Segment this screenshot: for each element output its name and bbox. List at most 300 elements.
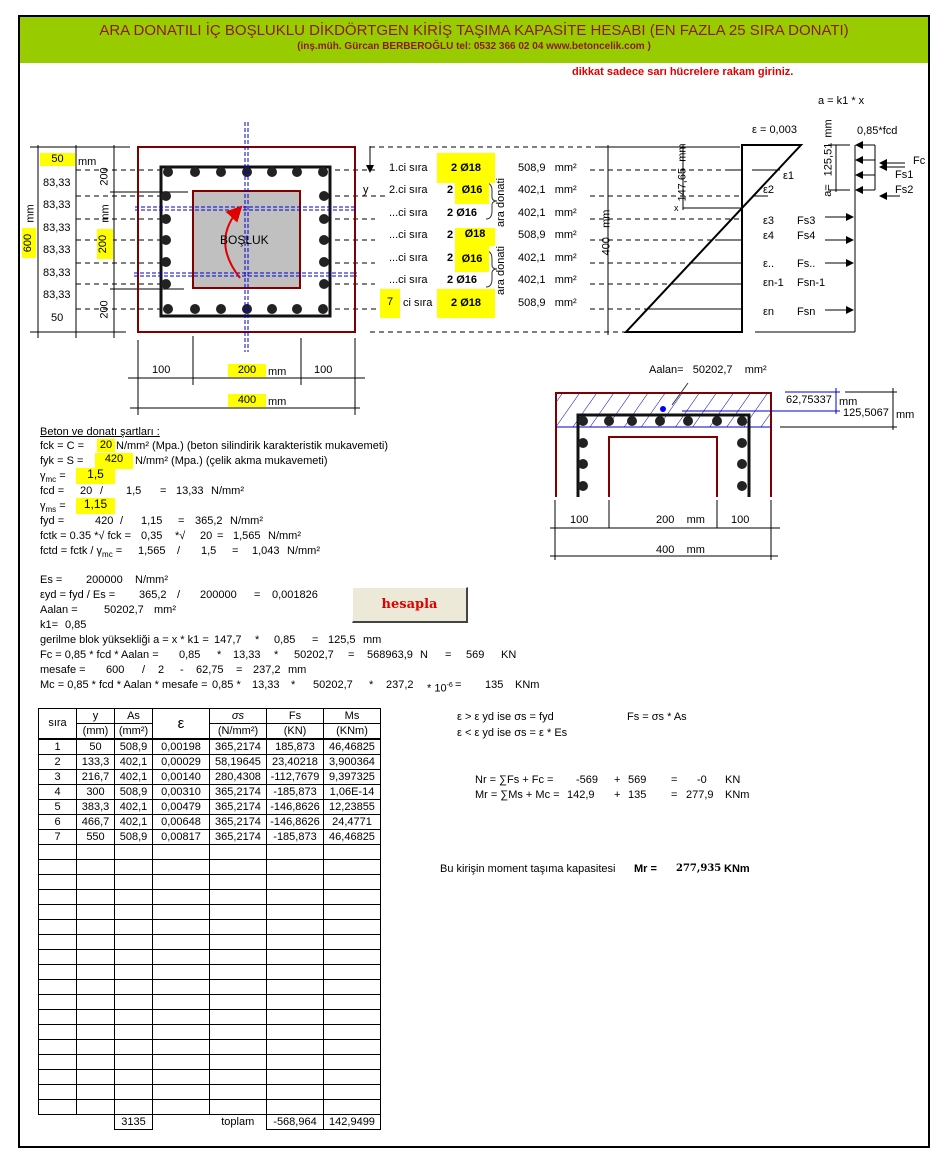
fctk-value: 1,565 [233, 530, 261, 542]
zone-top-height: 200 [98, 167, 111, 186]
table-cell [77, 920, 115, 935]
table-row [39, 860, 381, 875]
row-2-label: 2.ci sıra [389, 184, 428, 196]
fyk-unit: N/mm² (Mpa.) (çelik akma mukavemeti) [135, 455, 328, 467]
fctk-label: fctk = 0.35 *√ fck = [40, 530, 132, 542]
fcd-label: fcd = [40, 485, 65, 497]
fyk-input[interactable]: 420 [95, 453, 133, 469]
table-cell [39, 1025, 77, 1040]
table-row [39, 1025, 381, 1040]
fc-eq2: = [445, 649, 452, 661]
table-cell: 46,46825 [324, 739, 381, 755]
table-cell [153, 875, 210, 890]
es-unit: N/mm² [135, 574, 168, 586]
table-cell [115, 935, 153, 950]
eps-n: εn [763, 306, 775, 318]
table-cell [267, 1100, 324, 1115]
row-3-dia: Ø16 [456, 207, 477, 219]
table-cell [115, 995, 153, 1010]
table-cell: 508,9 [115, 830, 153, 845]
mr-unit: KNm [725, 789, 750, 801]
table-cell [153, 890, 210, 905]
y-label: y [363, 184, 369, 196]
total-as: 3135 [115, 1115, 153, 1130]
fc-value-n: 568963,9 [367, 649, 413, 661]
table-cell: -185,873 [267, 830, 324, 845]
gamma-ms-input[interactable]: 1,15 [76, 498, 115, 514]
table-cell [77, 1070, 115, 1085]
cover-bottom: 50 [51, 312, 64, 324]
table-cell [77, 905, 115, 920]
table-cell [210, 1010, 267, 1025]
table-cell [324, 890, 381, 905]
table-cell: 508,9 [115, 785, 153, 800]
nr-fc: 569 [628, 774, 647, 786]
top-strain: ε = 0,003 [752, 124, 797, 136]
eps-3: ε3 [763, 215, 775, 227]
conditions-title: Beton ve donatı şartları : [40, 426, 160, 438]
table-row [39, 785, 381, 800]
total-fs: -568,964 [267, 1115, 324, 1130]
mc-value: 135 [485, 679, 504, 691]
table-cell [77, 935, 115, 950]
neutral-axis-depth: 147,65 mm [676, 143, 689, 202]
table-cell [267, 1070, 324, 1085]
row-3-area: 402,1 mm² [518, 207, 577, 219]
row-4-label: ...ci sıra [389, 229, 428, 241]
total-width-unit: mm [268, 396, 287, 408]
table-cell [210, 995, 267, 1010]
block-width-2: 200 mm [656, 514, 705, 526]
table-cell [153, 1010, 210, 1025]
table-cell [153, 905, 210, 920]
mc-eq: = [455, 679, 462, 691]
table-cell: 365,2174 [210, 830, 267, 845]
table-cell [324, 1070, 381, 1085]
table-cell [153, 1055, 210, 1070]
spacing-6: 83,33 [43, 289, 71, 301]
hole-width-unit: mm [268, 366, 287, 378]
fs1-label: Fs1 [895, 169, 914, 181]
row-5-area: 402,1 mm² [518, 252, 577, 264]
table-cell [115, 860, 153, 875]
table-cell: 402,1 [115, 755, 153, 770]
hole-height-unit: mm [99, 204, 112, 223]
total-height-input[interactable]: 600 [22, 228, 36, 258]
fctk-fck: 20 [200, 530, 213, 542]
header-sigma: σs [210, 709, 267, 724]
table-cell [153, 1085, 210, 1100]
es-label: Es = [40, 574, 63, 586]
side-width-left: 100 [152, 364, 171, 376]
fcd-gamma: 1,5 [126, 485, 142, 497]
table-cell [39, 1070, 77, 1085]
table-cell: 185,873 [267, 739, 324, 755]
table-cell [267, 905, 324, 920]
table-cell [210, 1070, 267, 1085]
table-cell [210, 860, 267, 875]
mr-ms: 142,9 [567, 789, 595, 801]
table-cell [153, 1100, 210, 1115]
mesafe-op2: - [180, 664, 184, 676]
table-cell [267, 1085, 324, 1100]
gamma-ms-label: $\gamma_{ms}$ = [40, 500, 66, 515]
fyd-gamma: 1,15 [141, 515, 163, 527]
eps-2: ε2 [763, 184, 775, 196]
table-cell: 0,00029 [153, 755, 210, 770]
spacing-5: 83,33 [43, 267, 71, 279]
spacing-2: 83,33 [43, 199, 71, 211]
table-cell [39, 1055, 77, 1070]
fc-fcd: 13,33 [233, 649, 261, 661]
fsn-1-label: Fsn-1 [797, 277, 826, 289]
fctd-unit: N/mm² [287, 545, 320, 557]
table-cell: 300 [77, 785, 115, 800]
zone-bottom-height: 200 [98, 300, 111, 319]
fck-unit: N/mm² (Mpa.) (beton silindirik karakteristik mukavemeti) [116, 440, 388, 452]
table-row [39, 890, 381, 905]
mc-op2: * [369, 679, 374, 691]
fc-value-kn: 569 [466, 649, 485, 661]
table-cell [210, 905, 267, 920]
table-cell [153, 1025, 210, 1040]
table-cell [153, 995, 210, 1010]
table-total-row [39, 1115, 381, 1130]
table-cell: 0,00310 [153, 785, 210, 800]
table-cell [210, 890, 267, 905]
table-cell [39, 965, 77, 980]
table-cell [267, 920, 324, 935]
fs4-label: Fs4 [797, 230, 816, 242]
row-4-dia-input[interactable]: Ø18 [455, 228, 495, 246]
mc-fcd: 13,33 [252, 679, 280, 691]
mr-op: + [614, 789, 621, 801]
table-row [39, 935, 381, 950]
total-width-input[interactable]: 400 [228, 394, 266, 407]
table-cell [210, 1085, 267, 1100]
mc-unit: KNm [515, 679, 540, 691]
table-cell: 6 [39, 815, 77, 830]
fc-calc-label: Fc = 0,85 * fcd * Aalan = [40, 649, 159, 661]
fc-label: Fc [913, 155, 926, 167]
fc-eq1: = [348, 649, 355, 661]
table-row [39, 815, 381, 830]
table-cell: 46,46825 [324, 830, 381, 845]
fctd-op: / [177, 545, 181, 557]
cover-top-input[interactable]: 50 [40, 153, 75, 166]
aalan-calc-unit: mm² [154, 604, 176, 616]
fck-input[interactable]: 20 [97, 439, 115, 452]
a-value: 125,51 [822, 142, 835, 177]
table-row [39, 1085, 381, 1100]
row-1-dia: Ø18 [460, 162, 481, 174]
a-formula: a = k1 * x [818, 95, 865, 107]
fcd-eq: = [160, 485, 167, 497]
table-row [39, 1040, 381, 1055]
table-cell: 0,00140 [153, 770, 210, 785]
row-3-count: 2 [447, 207, 454, 219]
table-cell [77, 1010, 115, 1025]
table-cell [153, 950, 210, 965]
a-label: a= [821, 184, 834, 197]
table-cell [267, 1025, 324, 1040]
fyk-label: fyk = S = [40, 455, 84, 467]
table-row [39, 770, 381, 785]
eyd-es: 200000 [200, 589, 237, 601]
table-cell [324, 1085, 381, 1100]
table-cell [115, 905, 153, 920]
mesafe-two: 2 [158, 664, 165, 676]
nr-op: + [614, 774, 621, 786]
table-cell: 3,900364 [324, 755, 381, 770]
hole-width-input[interactable]: 200 [228, 364, 266, 377]
k1-label: k1= [40, 619, 59, 631]
gamma-mc-input[interactable]: 1,5 [76, 468, 115, 484]
fc-aalan: 50202,7 [294, 649, 334, 661]
mr-mc: 135 [628, 789, 647, 801]
table-cell [324, 995, 381, 1010]
eyd-op: / [177, 589, 181, 601]
header-fs: Fs [267, 709, 324, 724]
hesapla-button[interactable]: hesapla [352, 587, 468, 623]
table-cell: 216,7 [77, 770, 115, 785]
table-cell [153, 1040, 210, 1055]
eyd-label: εyd = fyd / Es = [40, 589, 116, 601]
fck-label: fck = C = [40, 440, 85, 452]
block-depth-unit: mm [896, 409, 915, 421]
stress-label: 0,85*fcd [857, 125, 898, 137]
table-cell [77, 965, 115, 980]
mesafe-eq: = [236, 664, 243, 676]
table-cell: 365,2174 [210, 739, 267, 755]
fc-op2: * [274, 649, 279, 661]
nr-unit: KN [725, 774, 741, 786]
table-cell: 9,397325 [324, 770, 381, 785]
unit-fs: (KN) [267, 724, 324, 740]
table-cell [324, 1010, 381, 1025]
header-as: As [115, 709, 153, 724]
table-row [39, 920, 381, 935]
table-cell: 7 [39, 830, 77, 845]
table-cell [39, 950, 77, 965]
table-cell [39, 1100, 77, 1115]
table-cell: 58,19645 [210, 755, 267, 770]
hole-height-input[interactable]: 200 [97, 229, 113, 259]
row-7-count: 2 [451, 297, 458, 309]
row-6-area: 402,1 mm² [518, 274, 577, 286]
eps-1: ε1 [783, 170, 795, 182]
table-row [39, 830, 381, 845]
table-cell [115, 875, 153, 890]
table-cell: 4 [39, 785, 77, 800]
hole-label: BOŞLUK [220, 233, 269, 247]
row-1-rebar-input[interactable] [437, 153, 495, 183]
mc-label: Mc = 0,85 * fcd * Aalan * mesafe = [40, 679, 208, 691]
mc-mesafe: 237,2 [386, 679, 414, 691]
fyd-fyk: 420 [95, 515, 114, 527]
notice-text: dikkat sadece sarı hücrelere rakam giriniz. [572, 66, 794, 78]
half-block-depth: 62,75337 [786, 394, 832, 406]
eps-dots: ε.. [763, 258, 775, 270]
a-calc-eq: = [312, 634, 319, 646]
table-cell: 133,3 [77, 755, 115, 770]
table-cell [210, 1040, 267, 1055]
block-width-3: 100 [731, 514, 750, 526]
row-1-count: 2 [451, 162, 458, 174]
table-cell [115, 965, 153, 980]
table-cell: 24,4771 [324, 815, 381, 830]
mesafe-unit: mm [288, 664, 307, 676]
table-cell [210, 965, 267, 980]
spacing-1: 83,33 [43, 177, 71, 189]
header-sira: sıra [39, 709, 77, 740]
table-row [39, 965, 381, 980]
fs3-label: Fs3 [797, 215, 816, 227]
table-cell [210, 935, 267, 950]
table-cell [77, 995, 115, 1010]
table-cell [115, 1010, 153, 1025]
row-6-rebar [447, 274, 477, 287]
fctd-gamma: 1,5 [201, 545, 217, 557]
table-cell [153, 845, 210, 860]
table-cell: 1,06E-14 [324, 785, 381, 800]
table-cell: 365,2174 [210, 815, 267, 830]
unit-y: (mm) [77, 724, 115, 740]
table-cell [77, 1055, 115, 1070]
es-value: 200000 [86, 574, 123, 586]
table-cell [267, 980, 324, 995]
unit-sigma: (N/mm²) [210, 724, 267, 740]
eyd-value: 0,001826 [272, 589, 318, 601]
table-row [39, 1055, 381, 1070]
table-cell [115, 1100, 153, 1115]
table-cell [324, 845, 381, 860]
table-row [39, 1070, 381, 1085]
table-cell [267, 845, 324, 860]
fs2-label: Fs2 [895, 184, 914, 196]
table-cell [39, 1010, 77, 1025]
table-cell [153, 860, 210, 875]
ara-donati-label-1: ara donati [494, 178, 507, 227]
author-info: (inş.müh. Gürcan BERBEROĞLU tel: 0532 366 02 04 www.betoncelik.com ) [297, 41, 651, 52]
table-cell: -146,8626 [267, 815, 324, 830]
table-cell [77, 875, 115, 890]
table-cell: 3 [39, 770, 77, 785]
table-cell [77, 1085, 115, 1100]
a-calc-op: * [255, 634, 260, 646]
x-label: x [674, 203, 679, 213]
table-cell [267, 860, 324, 875]
eps-n-1: εn-1 [763, 277, 784, 289]
table-row [39, 905, 381, 920]
a-calc-k1: 0,85 [274, 634, 296, 646]
fctk-coef: 0,35 [141, 530, 163, 542]
table-cell [115, 1025, 153, 1040]
table-cell [324, 1040, 381, 1055]
fs-dots-label: Fs.. [797, 258, 816, 270]
table-row [39, 980, 381, 995]
row-6-count: 2 [447, 274, 454, 286]
table-cell [210, 950, 267, 965]
header-ms: Ms [324, 709, 381, 724]
row-5-label: ...ci sıra [389, 252, 428, 264]
fctd-eq: = [232, 545, 239, 557]
rule-force: Fs = σs * As [627, 711, 687, 723]
nr-eq: = [671, 774, 678, 786]
mesafe-op1: / [142, 664, 146, 676]
table-cell [324, 980, 381, 995]
table-cell [115, 845, 153, 860]
table-cell: 0,00479 [153, 800, 210, 815]
total-ms: 142,9499 [324, 1115, 381, 1130]
a-unit: mm [822, 119, 835, 138]
rule-yield: ε > ε yd ise σs = fyd [457, 711, 554, 723]
row-3-rebar [447, 207, 477, 220]
table-cell: 402,1 [115, 770, 153, 785]
table-units-row [39, 724, 381, 740]
fctd-fctk: 1,565 [138, 545, 166, 557]
fyd-unit: N/mm² [230, 515, 263, 527]
fctk-eq: = [217, 530, 224, 542]
fsn-label: Fsn [797, 306, 816, 318]
fcd-op: / [100, 485, 104, 497]
block-width-1: 100 [570, 514, 589, 526]
mc-exponent: * $10^{-6}$ [427, 682, 453, 695]
row-7-rebar-input[interactable] [437, 289, 495, 318]
mr-eq: = [671, 789, 678, 801]
table-cell [39, 845, 77, 860]
k1-value: 0,85 [65, 619, 87, 631]
table-cell [153, 935, 210, 950]
table-cell [77, 1100, 115, 1115]
table-cell [115, 920, 153, 935]
table-cell: 402,1 [115, 815, 153, 830]
table-cell [267, 1055, 324, 1070]
table-cell [267, 935, 324, 950]
mc-aalan: 50202,7 [313, 679, 353, 691]
row-2-area: 402,1 mm² [518, 184, 577, 196]
table-cell: -185,873 [267, 785, 324, 800]
row-5-count: 2 [447, 252, 454, 264]
table-row [39, 995, 381, 1010]
aalan-calc-value: 50202,7 [104, 604, 144, 616]
depth-label: 400 mm [600, 209, 613, 256]
a-calc-value: 125,5 [328, 634, 356, 646]
table-cell: 1 [39, 739, 77, 755]
fc-unit-kn: KN [501, 649, 517, 661]
capacity-mr-label: Mr = [634, 863, 657, 875]
fc-op1: * [217, 649, 222, 661]
table-cell [267, 890, 324, 905]
aalan-calc-label: Aalan = [40, 604, 78, 616]
mesafe-label: mesafe = [40, 664, 86, 676]
row-2-dia-input[interactable]: Ø16 [455, 182, 489, 204]
table-cell [267, 950, 324, 965]
row-count-input[interactable]: 7 [380, 289, 400, 318]
table-cell: 50 [77, 739, 115, 755]
table-cell [39, 905, 77, 920]
table-cell [115, 1040, 153, 1055]
table-cell: 0,00817 [153, 830, 210, 845]
row-1-label: 1.ci sıra [389, 162, 428, 174]
cover-top-unit: mm [78, 156, 97, 168]
table-cell: -146,8626 [267, 800, 324, 815]
row-5-dia-input[interactable]: Ø16 [455, 246, 489, 272]
table-cell [115, 890, 153, 905]
table-cell [324, 965, 381, 980]
table-cell [115, 950, 153, 965]
table-cell: 508,9 [115, 739, 153, 755]
